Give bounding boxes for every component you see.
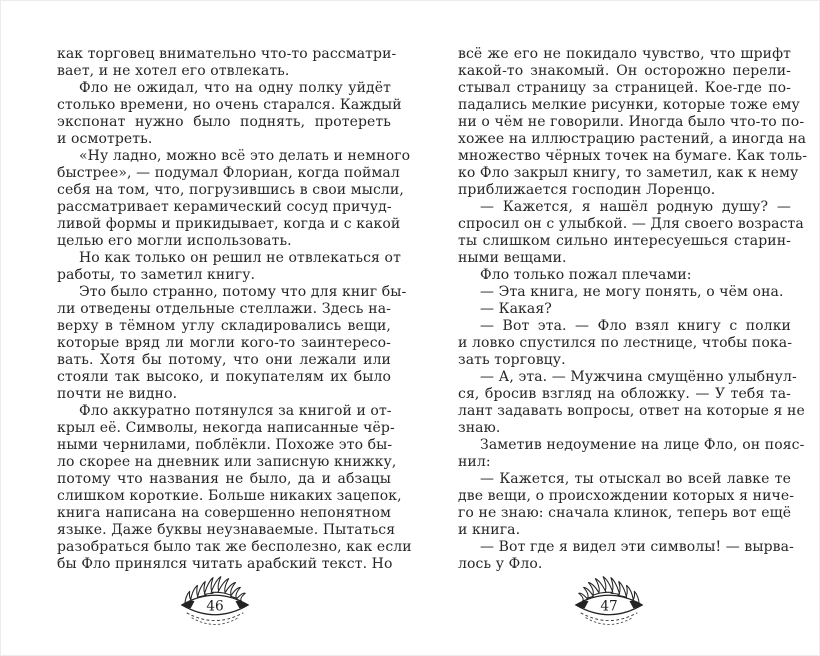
eye-ornament-icon	[176, 573, 254, 635]
text-line: почти не видно.	[57, 386, 178, 402]
text-line: и книга.	[458, 522, 521, 538]
text-line: верху в тёмном углу складировались вещи,	[57, 318, 391, 334]
text-line: го не знаю: сначала клинок, теперь вот ещё	[458, 505, 792, 521]
text-line: лось у Фло.	[458, 556, 543, 572]
text-line: — Какая?	[480, 301, 552, 317]
text-line: ко Фло закрыл книгу, то заметил, как к нему	[458, 165, 799, 181]
text-line: целью его могли использовать.	[57, 233, 292, 249]
text-line: стояли так высоко, и покупателям их было	[57, 369, 391, 385]
text-line: слишком короткие. Больше никаких зацепок,	[57, 488, 402, 504]
text-line: хожее на иллюстрацию растений, а иногда на	[458, 131, 807, 147]
text-line: две вещи, о происхождении которых я ниче-	[458, 488, 795, 504]
text-line: приближается господин Лоренцо.	[458, 182, 716, 198]
text-line: Заметив недоумение на лице Фло, он пояс-	[480, 437, 805, 453]
text-line: — Эта книга, не могу понять, о чём она.	[480, 284, 784, 300]
text-line: Фло не ожидал, что на одну полку уйдёт	[79, 80, 391, 96]
text-line: вать. Хотя бы потому, что они лежали или	[57, 352, 391, 368]
text-line: — Кажется, ты отыскал во всей лавке те	[480, 471, 791, 487]
text-line: как торговец внимательно что-то рассматри-	[57, 46, 397, 62]
text-line: Фло аккуратно потянулся за книгой и от-	[79, 403, 392, 419]
text-line: столько времени, но очень старался. Каждый	[57, 97, 402, 113]
text-line: спросил он с улыбкой. — Для своего возраста	[458, 216, 804, 232]
text-line: зать торговцу.	[458, 352, 566, 368]
text-line: рассматривает керамический сосуд причуд-	[57, 199, 392, 215]
eye-ornament-icon	[570, 573, 648, 635]
page-number-ornament-right	[570, 573, 648, 635]
text-line: — Вот где я видел эти символы! — вырва-	[480, 539, 794, 555]
text-line: ными чернилами, поблёкли. Похоже это бы-	[57, 437, 393, 453]
page-left-text	[57, 46, 412, 573]
text-line: и ловко спустился по лестнице, чтобы пока-	[458, 335, 793, 351]
text-line: — А, эта. — Мужчина смущённо улыбнул-	[480, 369, 797, 385]
text-line: падались мелкие рисунки, которые тоже ему	[458, 97, 800, 113]
text-line: — Вот эта. — Фло взял книгу с полки	[480, 318, 791, 334]
text-line: себя на том, что, погрузившись в свои мысли,	[57, 182, 404, 198]
text-line: — Кажется, я нашёл родную душу? —	[480, 199, 791, 215]
text-line: ливой формы и прикидывает, когда и с какой	[57, 216, 401, 232]
text-line: ными вещами.	[458, 250, 567, 266]
text-line: работы, то заметил книгу.	[57, 267, 256, 283]
text-line: быстрее», — подумал Флориан, когда поймал	[57, 165, 400, 181]
text-line: Фло только пожал плечами:	[480, 267, 692, 283]
text-line: которые вряд ли могли кого-то заинтересо-	[57, 335, 391, 351]
text-line: потому что названия не было, да и абзацы	[57, 471, 391, 487]
text-line: ли отведены отдельные стеллажи. Здесь на-	[57, 301, 391, 317]
text-line: «Ну ладно, можно всё это делать и немного	[79, 148, 411, 164]
text-line: бы Фло принялся читать арабский текст. Но	[57, 556, 393, 572]
text-line: стывал страницу за страницей. Кое-где по-	[458, 80, 791, 96]
page-number: 46	[206, 598, 224, 615]
text-line: множество чёрных точек на бумаге. Как толь-	[458, 148, 808, 164]
text-line: Но как только он решил не отвлекаться от	[79, 250, 401, 266]
text-line: ни о чём не говорили. Иногда было что-то по-	[458, 114, 805, 130]
text-line: ся, бросив взгляд на обложку. — У тебя та-	[458, 386, 791, 402]
text-line: языке. Даже буквы неузнаваемые. Пытаться	[57, 522, 396, 538]
page-number: 47	[600, 598, 618, 615]
text-line: какой-то знакомый. Он осторожно перели-	[458, 63, 791, 79]
text-line: нил:	[458, 454, 491, 470]
text-line: вает, и не хотел его отвлекать.	[57, 63, 290, 79]
text-line: и осмотреть.	[57, 131, 153, 147]
text-line: ло скорее на дневник или записную книжку,	[57, 454, 397, 470]
text-line: Это было странно, потому что для книг бы-	[79, 284, 407, 300]
text-line: крыл её. Символы, некогда написанные чёр-	[57, 420, 395, 436]
text-line: ты слишком сильно интересуешься старин-	[458, 233, 791, 249]
text-line: разобраться было так же бесполезно, как если	[57, 539, 412, 555]
text-line: экспонат нужно было поднять, протереть	[57, 114, 391, 130]
page-right-text	[458, 46, 808, 573]
page-number-ornament-left	[176, 573, 254, 635]
text-line: всё же его не покидало чувство, что шрифт	[458, 46, 791, 62]
text-line: знаю.	[458, 420, 501, 436]
text-line: лант задавать вопросы, ответ на которые я не	[458, 403, 805, 419]
text-line: книга написана на совершенно непонятном	[57, 505, 391, 521]
